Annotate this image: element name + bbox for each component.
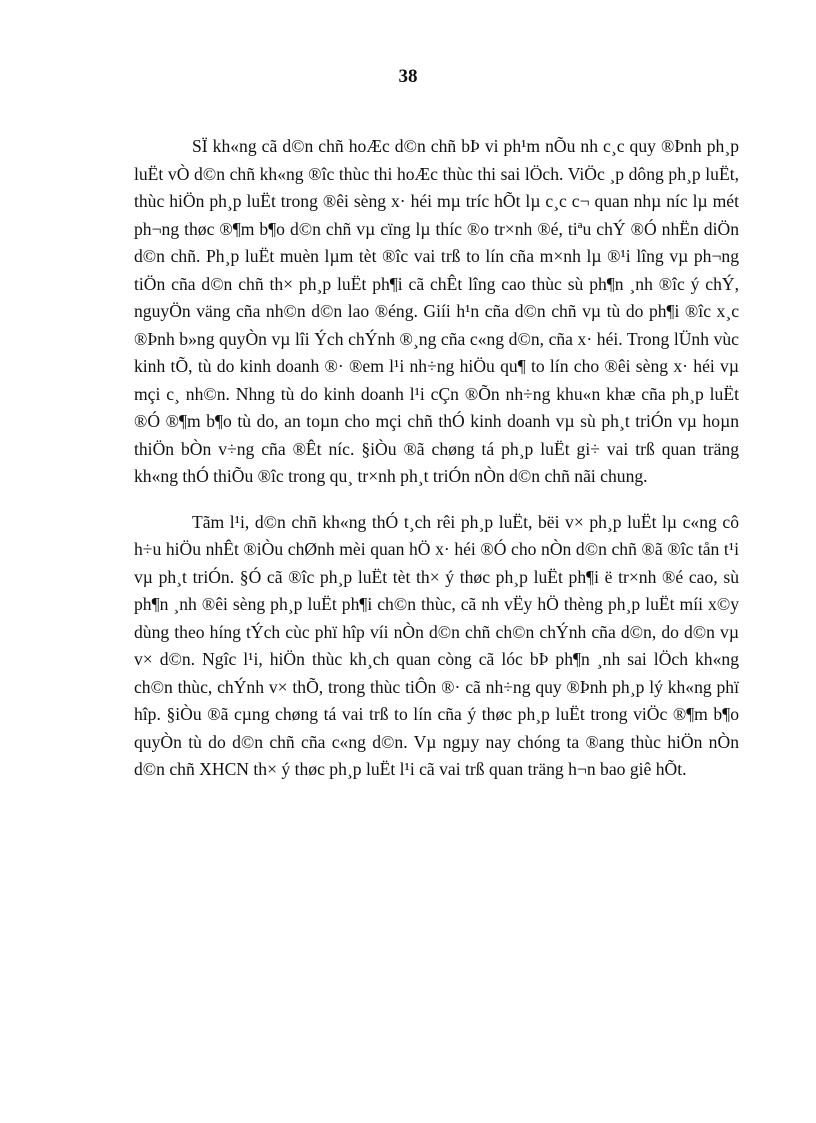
page-number: 38 (398, 66, 418, 87)
paragraph-1: SÏ kh«ng cã d©n chñ hoÆc d©n chñ bÞ vi ph¹m nÕu nh c¸c quy ®Þnh ph¸p luËt vÒ d©n chñ kh«ng ®îc thùc thi hoÆc thùc thi sai lÖch. ViÖc ¸p dông ph¸p luËt, thùc hiÖn ph¸p luËt trong ®êi sèng x· héi mµ tríc hÕt lµ c¸c c¬ quan nhµ níc lµ mét ph¬ng thøc ®¶m b¶o d©n chñ vµ cïng lµ thíc ®o tr×nh ®é, tiªu chÝ ®Ó nhËn diÖn d©n chñ. Ph¸p luËt muèn lµm tèt ®îc vai trß to lín cña m×nh lµ ®¹i lîng vµ ph¬ng tiÖn cña d©n chñ th× ph¸p luËt ph¶i cã chÊt lîng cao thùc sù ph¶n ¸nh ®îc ý chÝ, nguyÖn väng cña nh©n d©n lao ®éng. Giíi h¹n cña d©n chñ vµ tù do ph¶i ®îc x¸c ®Þnh b»ng quyÒn vµ lîi Ých chÝnh ®¸ng cña c«ng d©n, cña x· héi. Trong lÜnh vùc kinh tÕ, tù do kinh doanh ®· ®em l¹i nh÷ng hiÖu qu¶ to lín cho ®êi sèng x· héi vµ mçi c¸ nh©n. Nhng tù do kinh doanh l¹i cÇn ®Õn nh÷ng khu«n khæ cña ph¸p luËt ®Ó ®¶m b¶o tù do, an toµn cho mçi chñ thÓ kinh doanh vµ sù ph¸t triÓn vµ hoµn thiÖn bÒn v÷ng cña ®Êt níc. §iÒu ®ã chøng tá ph¸p luËt gi÷ vai trß quan träng kh«ng thÓ thiÕu ®îc trong qu¸ tr×nh ph¸t triÓn nÒn d©n chñ nãi chung. (134, 136, 739, 486)
paragraph-2: Tãm l¹i, d©n chñ kh«ng thÓ t¸ch rêi ph¸p luËt, bëi v× ph¸p luËt lµ c«ng cô h÷u hiÖu nhÊt ®iÒu chØnh mèi quan hÖ x· héi ®Ó cho nÒn d©n chñ ®ã ®îc tån t¹i vµ ph¸t triÓn. §Ó cã ®îc ph¸p luËt tèt th× ý thøc ph¸p luËt ph¶i ë tr×nh ®é cao, sù ph¶n ¸nh ®êi sèng ph¸p luËt ph¶i ch©n thùc, cã nh vËy hÖ thèng ph¸p luËt míi x©y dùng theo híng tÝch cùc phï hîp víi nÒn d©n chñ ch©n chÝnh cña d©n, do d©n vµ v× d©n. Ngîc l¹i, hiÖn thùc kh¸ch quan còng cã lóc bÞ ph¶n ¸nh sai lÖch kh«ng ch©n thùc, chÝnh v× thÕ, trong thùc tiÔn ®· cã nh÷ng quy ®Þnh ph¸p lý kh«ng phï hîp. §iÒu ®ã cµng chøng tá vai trß to lín cña ý thøc ph¸p luËt trong viÖc ®¶m b¶o quyÒn tù do d©n chñ cña c«ng d©n. Vµ ngµy nay chóng ta ®ang thùc hiÖn nÒn d©n chñ XHCN th× ý thøc ph¸p luËt l¹i cã vai trß quan träng h¬n bao giê hÕt. (134, 511, 739, 779)
document-body (134, 133, 739, 802)
